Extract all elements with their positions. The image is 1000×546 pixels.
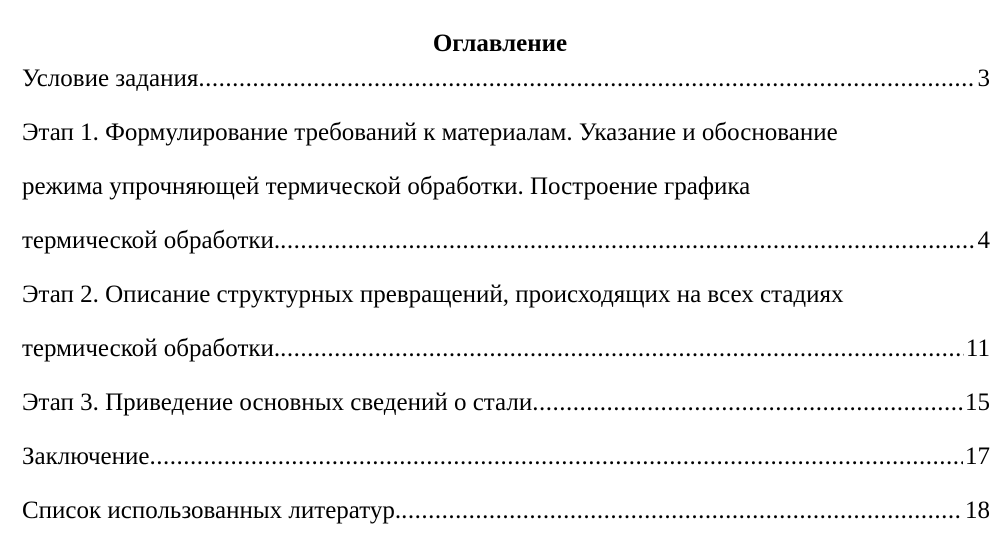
toc-entry-line xyxy=(22,384,990,438)
dot-leader xyxy=(280,330,964,368)
toc-entry-conclusion[interactable] xyxy=(22,438,990,492)
toc-page-number: 17 xyxy=(965,443,990,470)
dot-leader xyxy=(532,384,963,422)
toc-entry-text: Заключение xyxy=(22,443,150,470)
toc-entry-line: Этап 2. Описание структурных превращений, происходящих на всех стадиях xyxy=(22,281,844,308)
table-of-contents xyxy=(22,60,990,546)
toc-entry-task-conditions[interactable] xyxy=(22,60,990,114)
toc-page-number: 18 xyxy=(965,497,990,524)
dot-leader xyxy=(280,222,975,260)
toc-entry-references[interactable] xyxy=(22,492,990,546)
dot-leader xyxy=(150,438,964,476)
toc-title: Оглавление xyxy=(432,30,568,57)
toc-entry-stage-3[interactable] xyxy=(22,384,990,438)
toc-entry-line: режима упрочняющей термической обработки. Построение графика xyxy=(22,173,751,200)
dot-leader xyxy=(401,492,963,530)
toc-entry-stage-2[interactable] xyxy=(22,276,990,384)
toc-page-number: 4 xyxy=(977,227,990,254)
toc-page-number: 15 xyxy=(965,389,990,416)
toc-entry-text: Условие задания xyxy=(22,65,199,92)
toc-entry-stage-1[interactable] xyxy=(22,114,990,276)
toc-entry-line xyxy=(22,492,990,546)
toc-entry-line xyxy=(22,222,990,276)
toc-entry-line: Этап 1. Формулирование требований к материалам. Указание и обоснование xyxy=(22,119,838,146)
toc-entry-text: термической обработки. xyxy=(22,227,281,254)
toc-page-number: 3 xyxy=(977,65,990,92)
toc-entry-line xyxy=(22,330,990,384)
toc-entry-line xyxy=(22,60,990,114)
dot-leader xyxy=(198,60,975,98)
toc-page-number: 11 xyxy=(965,335,990,362)
toc-entry-text: Этап 3. Приведение основных сведений о стали xyxy=(22,389,533,416)
toc-entry-text: термической обработки. xyxy=(22,335,281,362)
toc-entry-line xyxy=(22,438,990,492)
toc-entry-text: Список использованных литератур. xyxy=(22,497,402,524)
